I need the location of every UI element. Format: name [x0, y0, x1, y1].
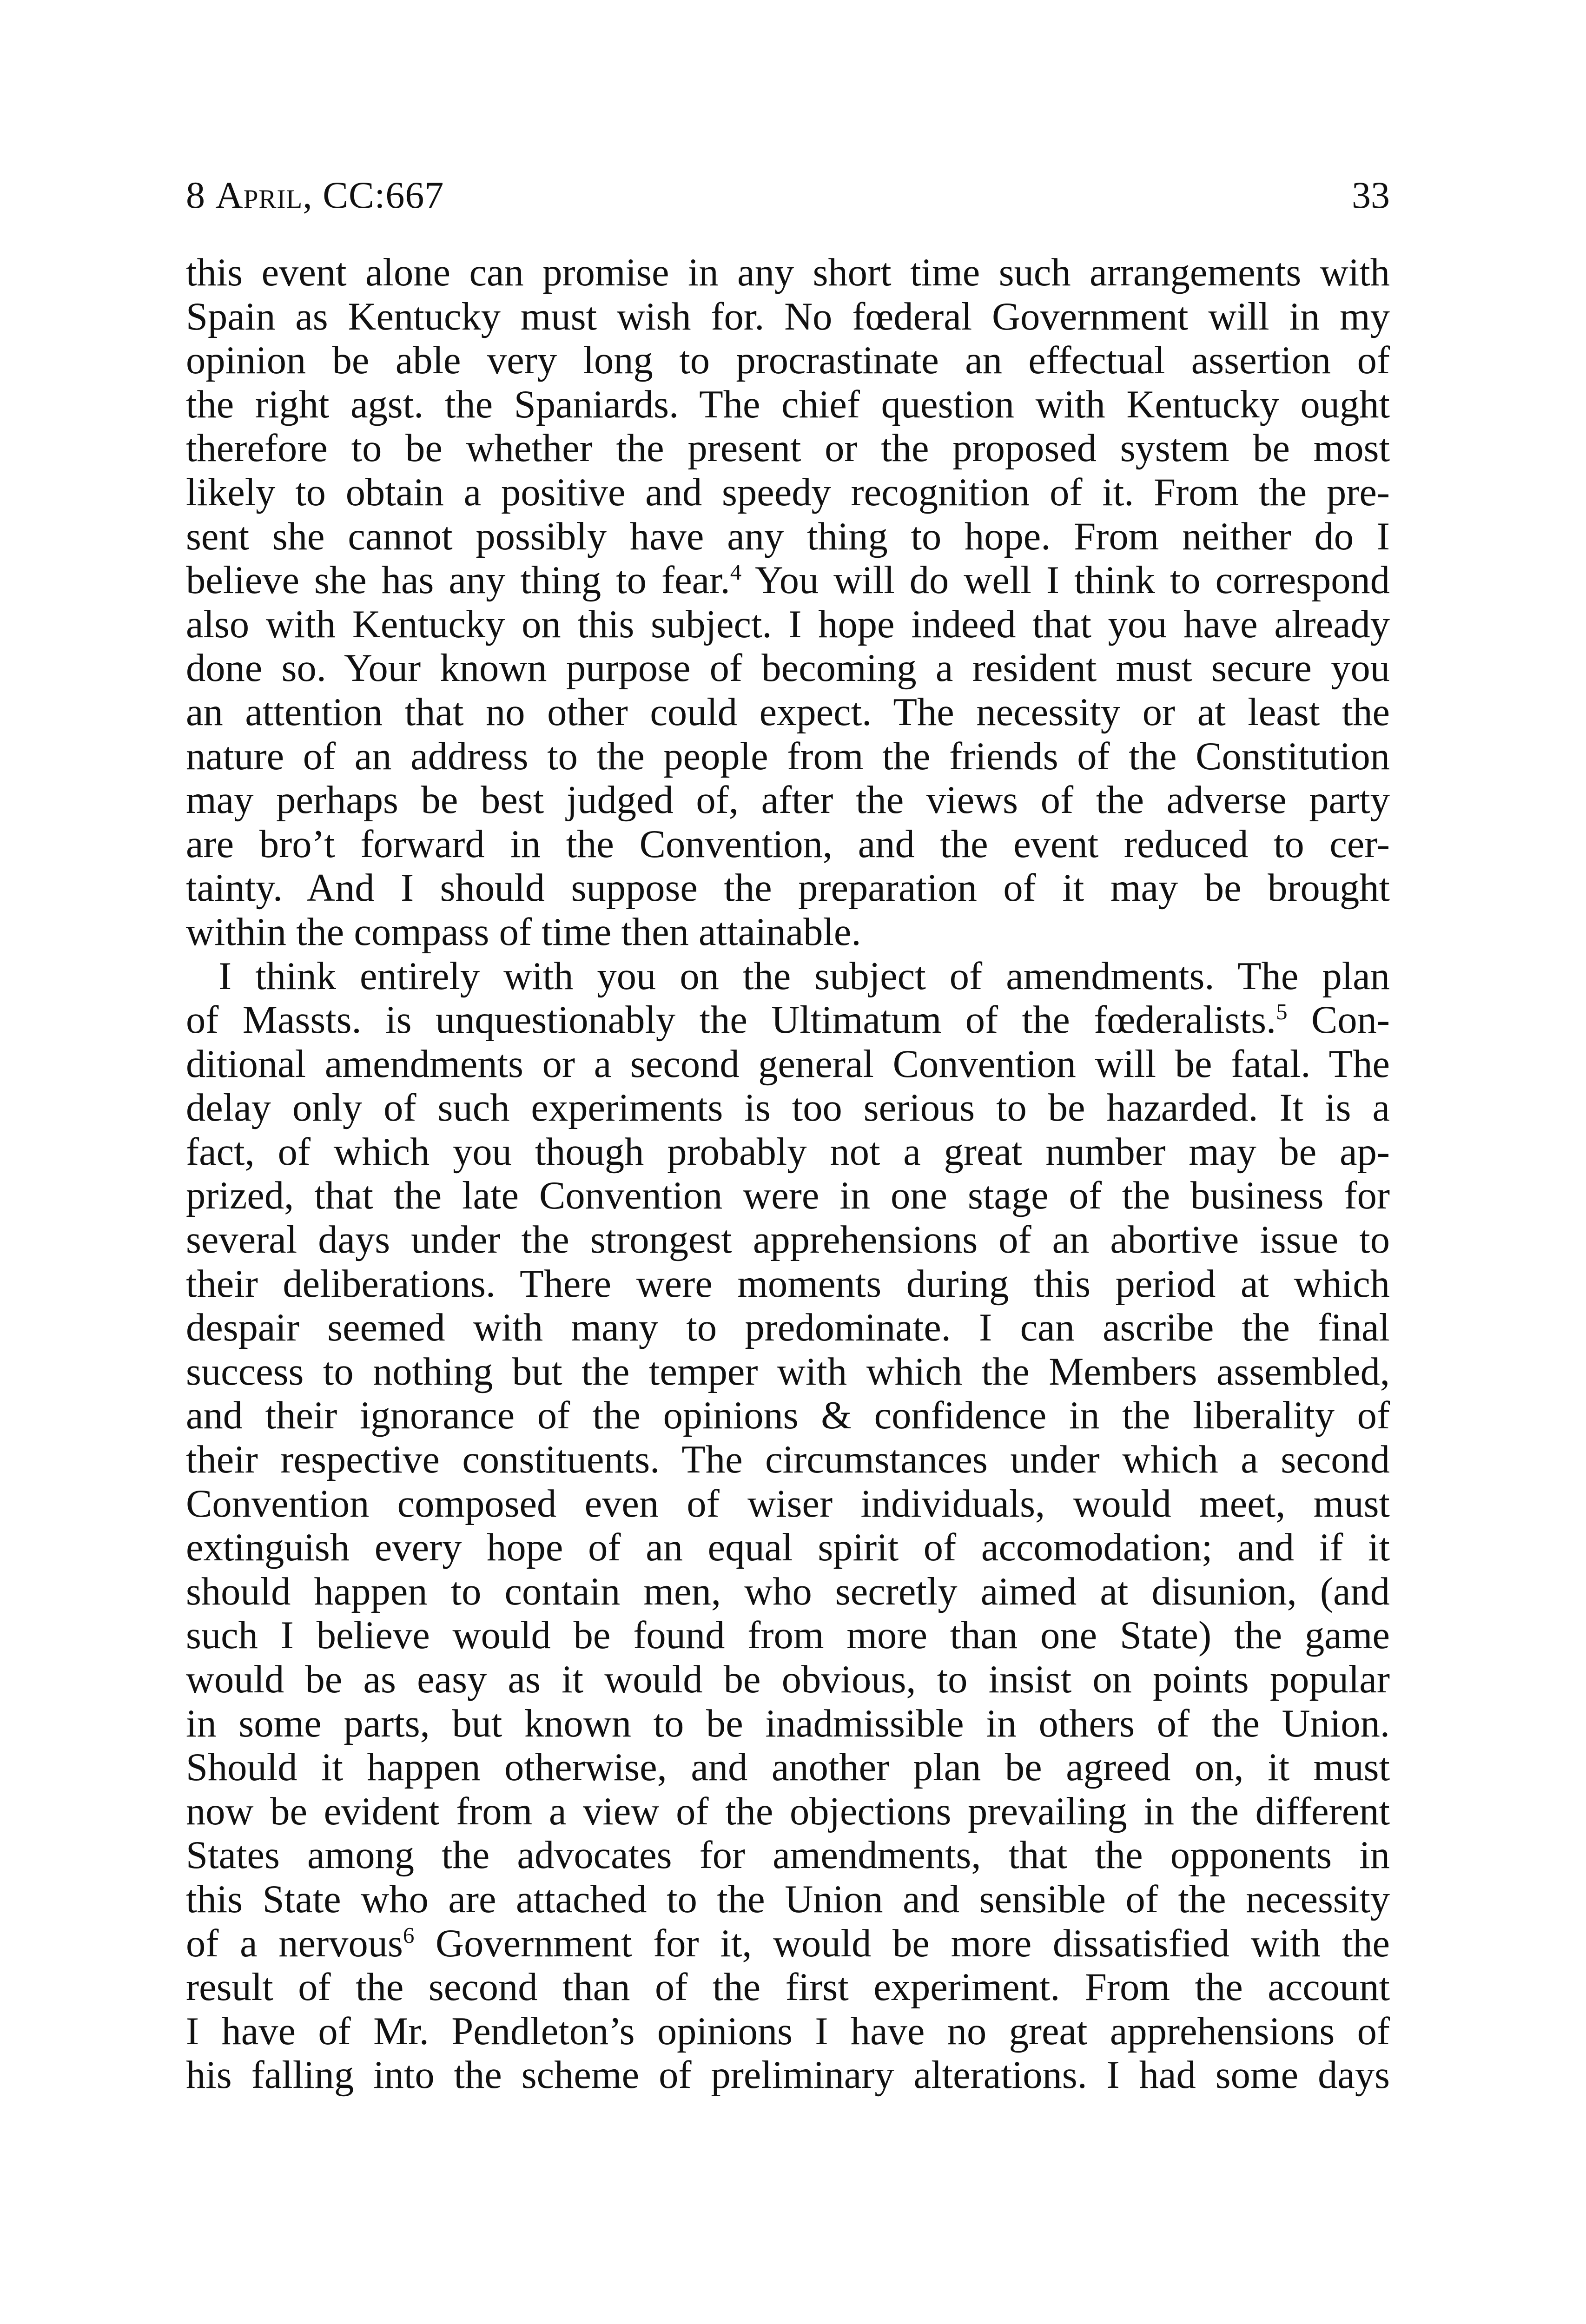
text-line: may perhaps be best judged of, after the views of the adverse party [186, 779, 1390, 822]
text-line: nature of an address to the people from the friends of the Constitution [186, 734, 1390, 778]
text-line: Should it happen otherwise, and another plan be agreed on, it must [186, 1746, 1390, 1789]
text-line: his falling into the scheme of preliminary alterations. I had some days [186, 2053, 1390, 2097]
text-line: of Massts. is unquestionably the Ultimatum of the fœderalists.$^5$ Con- [186, 998, 1390, 1042]
text-line: Convention composed even of wiser individuals, would meet, must [186, 1482, 1390, 1525]
footnote-ref: 4 [730, 559, 742, 585]
text-line: ditional amendments or a second general Convention will be fatal. The [186, 1042, 1390, 1086]
running-head [186, 167, 1390, 223]
text-line: should happen to contain men, who secretly aimed at disunion, (and [186, 1570, 1390, 1613]
body-text [186, 251, 1390, 2098]
footnote-ref: 5 [1276, 998, 1288, 1024]
text-line: several days under the strongest apprehensions of an abortive issue to [186, 1218, 1390, 1262]
text-line: and their ignorance of the opinions & confidence in the liberality of [186, 1394, 1390, 1438]
text-line-paragraph-start: I think entirely with you on the subject of amendments. The plan [218, 954, 1390, 998]
text-line: their respective constituents. The circumstances under which a second [186, 1438, 1390, 1482]
text-line: of a nervous$^6$ Government for it, would be more dissatisfied with the [186, 1921, 1390, 1965]
text-line: sent she cannot possibly have any thing to hope. From neither do I [186, 515, 1390, 558]
text-line: success to nothing but the temper with which the Members assembled, [186, 1350, 1390, 1393]
text-line: now be evident from a view of the objections prevailing in the different [186, 1789, 1390, 1833]
text-line: result of the second than of the first experiment. From the account [186, 1966, 1390, 2009]
footnote-ref: 6 [403, 1922, 415, 1948]
text-line: likely to obtain a positive and speedy recognition of it. From the pre- [186, 470, 1390, 514]
running-head-date-citation [186, 167, 444, 223]
text-line: States among the advocates for amendments, that the opponents in [186, 1834, 1390, 1877]
text-line: delay only of such experiments is too serious to be hazarded. It is a [186, 1086, 1390, 1130]
text-line: tainty. And I should suppose the preparation of it may be brought [186, 866, 1390, 910]
text-line: fact, of which you though probably not a great number may be ap- [186, 1130, 1390, 1174]
running-head-day: 8 [186, 174, 216, 216]
text-line: such I believe would be found from more than one State) the game [186, 1614, 1390, 1657]
text-line: are bro’t forward in the Convention, and the event reduced to cer- [186, 822, 1390, 866]
text-line: Spain as Kentucky must wish for. No fœderal Government will in my [186, 295, 1390, 338]
text-line: their deliberations. There were moments during this period at which [186, 1262, 1390, 1306]
text-line: done so. Your known purpose of becoming a resident must secure you [186, 647, 1390, 690]
text-line: believe she has any thing to fear.$^4$ You will do well I think to correspond [186, 559, 1390, 602]
text-line: opinion be able very long to procrastinate an effectual assertion of [186, 339, 1390, 383]
text-line: this State who are attached to the Union and sensible of the necessity [186, 1877, 1390, 1921]
page-number: 33 [1352, 174, 1390, 216]
text-line: therefore to be whether the present or the proposed system be most [186, 427, 1390, 470]
running-head-month: April [215, 174, 303, 216]
text-line-paragraph-end: within the compass of time then attainable. [186, 910, 861, 954]
text-line: prized, that the late Convention were in one stage of the business for [186, 1174, 1390, 1218]
text-line: I have of Mr. Pendleton’s opinions I have no great apprehensions of [186, 2009, 1390, 2053]
text-line: the right agst. the Spaniards. The chief question with Kentucky ought [186, 383, 1390, 426]
text-line: an attention that no other could expect. The necessity or at least the [186, 690, 1390, 734]
text-line: this event alone can promise in any short time such arrangements with [186, 251, 1390, 294]
text-line: in some parts, but known to be inadmissible in others of the Union. [186, 1702, 1390, 1745]
running-head-citation: , CC:667 [303, 174, 444, 216]
text-line: would be as easy as it would be obvious, to insist on points popular [186, 1658, 1390, 1701]
text-line: extinguish every hope of an equal spirit of accomodation; and if it [186, 1526, 1390, 1570]
text-line: despair seemed with many to predominate. I can ascribe the final [186, 1306, 1390, 1350]
text-line: also with Kentucky on this subject. I hope indeed that you have already [186, 602, 1390, 646]
